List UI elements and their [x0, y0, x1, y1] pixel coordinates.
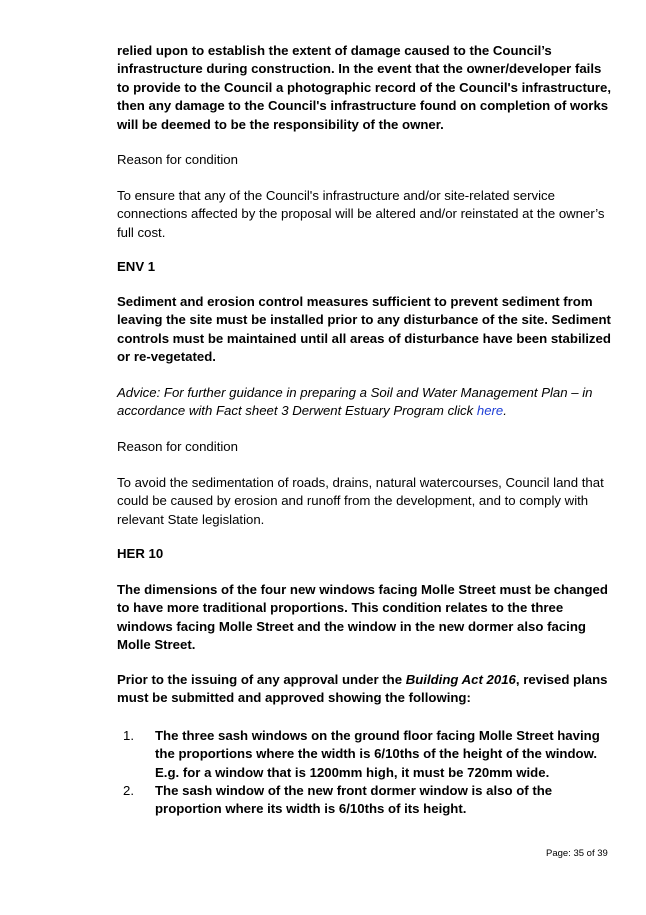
advice-body: Advice: For further guidance in preparing a Soil and Water Management Plan – in accordance with Fact sheet 3 Derwent Estuary Program click [117, 385, 593, 419]
env-condition-text: Sediment and erosion control measures sufficient to prevent sediment from leaving the site must be installed prior to any disturbance of the site. Sediment controls must be maintained until all areas of disturbance have been stabilized or re-vegetated. [117, 294, 611, 365]
prior-before: Prior to the issuing of any approval under the [117, 672, 406, 687]
reason-text: To ensure that any of the Council's infrastructure and/or site-related service connections affected by the proposal will be altered and/or reinstated at the owner’s full cost. [117, 188, 605, 240]
list-item: The sash window of the new front dormer window is also of the proportion where its width is 6/10ths of its height. [155, 783, 553, 817]
reason-heading: Reason for condition [117, 152, 238, 167]
env-heading: ENV 1 [117, 259, 156, 274]
list-item: The three sash windows on the ground floor facing Molle Street having the proportions where the width is 6/10ths of the height of the window. E.g. for a window that is 1200mm high, it must be 720mm wide. [155, 728, 600, 780]
here-link[interactable]: here [476, 403, 504, 419]
prior-approval-text [117, 671, 617, 708]
list-item-number: 2. [123, 783, 134, 798]
advice-end: . [503, 403, 507, 419]
advice-text [117, 384, 617, 421]
infrastructure-condition-text: relied upon to establish the extent of damage caused to the Council’s infrastructure during construction. In the event that the owner/developer fails to provide to the Council a photographic record of the Council's infrastructure, then any damage to the Council's infrastructure found on completion of works will be deemed to be the responsibility of the owner. [117, 43, 612, 132]
reason-text-2: To avoid the sedimentation of roads, drains, natural watercourses, Council land that could be caused by erosion and runoff from the development, and to comply with relevant State legislation. [117, 475, 604, 527]
page-number: Page: 35 of 39 [546, 848, 608, 859]
her-condition-text: The dimensions of the four new windows facing Molle Street must be changed to have more traditional proportions. This condition relates to the three windows facing Molle Street and the window in the new dormer also facing Molle Street. [117, 582, 608, 653]
prior-after: , revised plans must be submitted and approved showing the following: [117, 672, 608, 706]
her-heading: HER 10 [117, 546, 164, 561]
list-item-number: 1. [123, 728, 134, 743]
building-act: Building Act 2016 [405, 672, 516, 687]
reason-heading-2: Reason for condition [117, 439, 238, 454]
